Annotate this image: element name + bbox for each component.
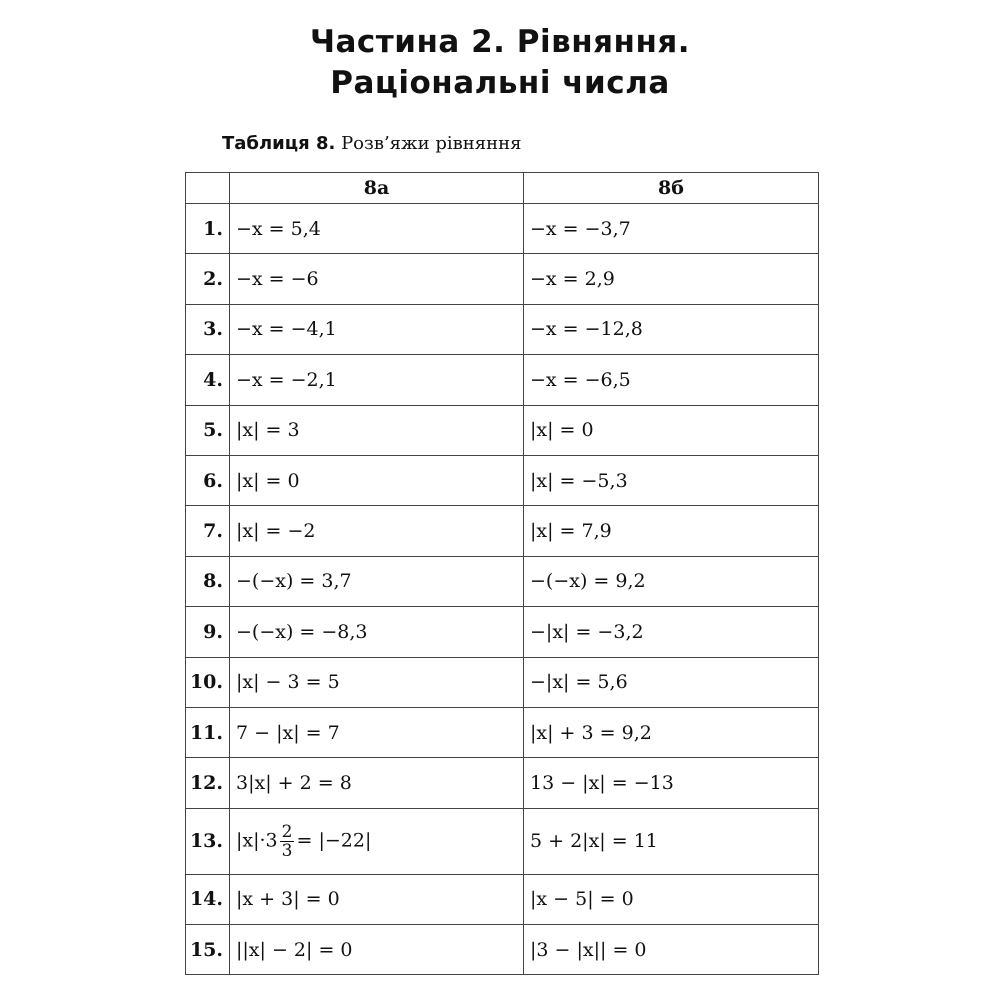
row-number: 14. bbox=[186, 874, 230, 924]
row-number: 12. bbox=[186, 758, 230, 808]
row-number: 1. bbox=[186, 204, 230, 254]
table-row bbox=[186, 808, 819, 874]
table-row bbox=[186, 455, 819, 505]
table-row bbox=[186, 657, 819, 707]
table-caption-label: Таблиця 8. bbox=[222, 133, 336, 154]
table-row bbox=[186, 874, 819, 924]
page-title-line-1: Частина 2. Рівняння. bbox=[309, 24, 691, 60]
row-number: 13. bbox=[186, 808, 230, 874]
table-row bbox=[186, 304, 819, 354]
row-number: 15. bbox=[186, 925, 230, 975]
equation-part-after-fraction: = |−22| bbox=[296, 829, 372, 852]
table-row bbox=[186, 556, 819, 606]
table-row bbox=[186, 355, 819, 405]
equation-8b: −(−x) = 9,2 bbox=[524, 556, 819, 606]
table-row bbox=[186, 204, 819, 254]
row-number: 3. bbox=[186, 304, 230, 354]
equation-8a bbox=[230, 808, 524, 874]
equation-8a: ||x| − 2| = 0 bbox=[230, 925, 524, 975]
page-title-line-2: Раціональні числа bbox=[330, 65, 670, 101]
fraction-numerator: 2 bbox=[281, 821, 293, 842]
row-number: 7. bbox=[186, 506, 230, 556]
equation-8b: |x| + 3 = 9,2 bbox=[524, 707, 819, 757]
row-number: 8. bbox=[186, 556, 230, 606]
equation-8a: |x| = 3 bbox=[230, 405, 524, 455]
table-caption bbox=[222, 132, 521, 156]
equation-8a: |x + 3| = 0 bbox=[230, 874, 524, 924]
table-row bbox=[186, 707, 819, 757]
row-number: 4. bbox=[186, 355, 230, 405]
table-row bbox=[186, 925, 819, 975]
equation-8a: 7 − |x| = 7 bbox=[230, 707, 524, 757]
equation-8b: |x| = 7,9 bbox=[524, 506, 819, 556]
row-number: 10. bbox=[186, 657, 230, 707]
header-variant-a: 8а bbox=[230, 173, 524, 204]
equation-8b: |x| = 0 bbox=[524, 405, 819, 455]
equation-8a: 3|x| + 2 = 8 bbox=[230, 758, 524, 808]
mixed-number-fraction bbox=[280, 823, 295, 860]
row-number: 5. bbox=[186, 405, 230, 455]
equation-8b: −x = −3,7 bbox=[524, 204, 819, 254]
equation-8a: −(−x) = 3,7 bbox=[230, 556, 524, 606]
equation-8a: −x = −2,1 bbox=[230, 355, 524, 405]
equation-part-before-fraction: |x|·3 bbox=[236, 829, 278, 852]
equation-8a: −x = 5,4 bbox=[230, 204, 524, 254]
equation-8a: −x = −6 bbox=[230, 254, 524, 304]
equation-8b: |x| = −5,3 bbox=[524, 455, 819, 505]
equation-8a: |x| = −2 bbox=[230, 506, 524, 556]
row-number: 2. bbox=[186, 254, 230, 304]
table-caption-text: Розв’яжи рівняння bbox=[341, 133, 522, 154]
table-row bbox=[186, 254, 819, 304]
equation-8b: 5 + 2|x| = 11 bbox=[524, 808, 819, 874]
equation-8b: −x = −6,5 bbox=[524, 355, 819, 405]
equation-8b: |x − 5| = 0 bbox=[524, 874, 819, 924]
table-row bbox=[186, 607, 819, 657]
row-number: 11. bbox=[186, 707, 230, 757]
equation-8b: −x = −12,8 bbox=[524, 304, 819, 354]
header-variant-b: 8б bbox=[524, 173, 819, 204]
table-row bbox=[186, 405, 819, 455]
equations-table bbox=[185, 172, 819, 975]
row-number: 6. bbox=[186, 455, 230, 505]
equation-8a: |x| = 0 bbox=[230, 455, 524, 505]
equation-8b: −|x| = 5,6 bbox=[524, 657, 819, 707]
row-number: 9. bbox=[186, 607, 230, 657]
equation-8a: −(−x) = −8,3 bbox=[230, 607, 524, 657]
table-row bbox=[186, 758, 819, 808]
table-header-row bbox=[186, 173, 819, 204]
equation-8b: 13 − |x| = −13 bbox=[524, 758, 819, 808]
equation-8a: |x| − 3 = 5 bbox=[230, 657, 524, 707]
equation-8b: −x = 2,9 bbox=[524, 254, 819, 304]
header-corner-cell bbox=[186, 173, 230, 204]
fraction-denominator: 3 bbox=[281, 840, 293, 861]
equation-8a: −x = −4,1 bbox=[230, 304, 524, 354]
equation-8b: −|x| = −3,2 bbox=[524, 607, 819, 657]
equation-8b: |3 − |x|| = 0 bbox=[524, 925, 819, 975]
table-row bbox=[186, 506, 819, 556]
